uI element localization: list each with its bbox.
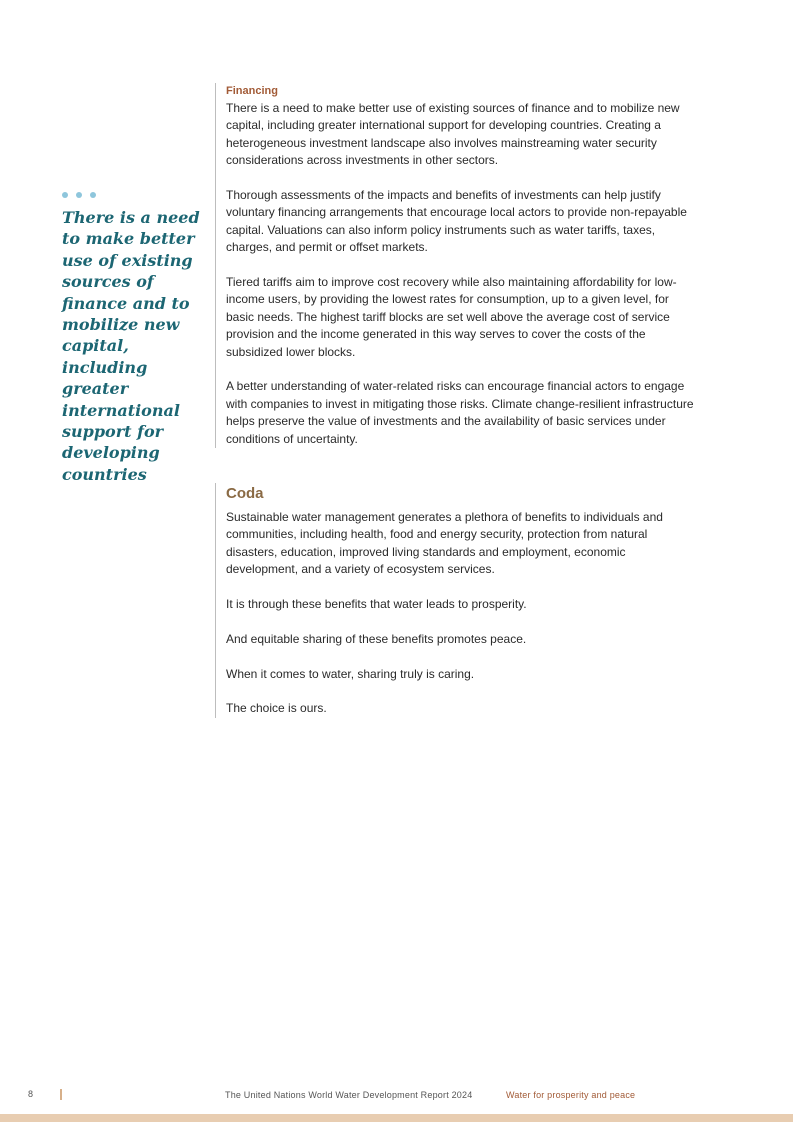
financing-paragraph: Tiered tariffs aim to improve cost recovery while also maintaining affordability for low-income users, by providing the lowest rates for consumption, up to a given level, for basic needs. The highest tariff blocks are set well above the average cost of service provision and the income generated in this way serves to cover the costs of the subsidized lower blocks. [226, 275, 677, 359]
coda-paragraph: And equitable sharing of these benefits promotes peace. [226, 631, 527, 646]
financing-paragraph: Thorough assessments of the impacts and benefits of investments can help justify voluntary financing arrangements that encourage local actors to provide non-repayable capital. Valuations can also inform policy instruments such as water tariffs, taxes, charges, and permit or offset markets. [226, 188, 687, 255]
page-footer [0, 1087, 793, 1105]
coda-section [215, 483, 696, 718]
dot-icon [62, 192, 68, 198]
pull-quote: There is a need to make better use of existing sources of finance and to mobilize new capital, including greater international support for developing countries [62, 208, 200, 484]
financing-paragraph: A better understanding of water-related risks can encourage financial actors to engage with companies to invest in mitigating those risks. Climate change-resilient infrastructure helps preserve the value of investments and the availability of basic services under conditions of uncertainty. [226, 379, 694, 446]
report-subtitle: Water for prosperity and peace [506, 1090, 636, 1100]
footer-stripe [0, 1114, 793, 1122]
footer-divider [60, 1089, 62, 1100]
financing-heading: Financing [226, 85, 278, 97]
financing-paragraph: There is a need to make better use of existing sources of finance and to mobilize new capital, including greater international support for developing countries. Creating a heterogeneous investment landscape also involves mainstreaming water security considerations across investments in other sectors. [226, 101, 680, 168]
coda-paragraph: The choice is ours. [226, 701, 327, 716]
dot-icon [90, 192, 96, 198]
coda-paragraph: It is through these benefits that water leads to prosperity. [226, 597, 527, 612]
coda-paragraph: Sustainable water management generates a plethora of benefits to individuals and communities, including health, food and energy security, protection from natural disasters, education, improved living standards and employment, economic development, and a variety of ecosystem services. [226, 510, 663, 577]
financing-section [215, 83, 696, 448]
coda-heading: Coda [226, 485, 264, 502]
coda-paragraph: When it comes to water, sharing truly is caring. [226, 666, 475, 681]
page-number: 8 [28, 1089, 34, 1099]
decorative-dots [62, 192, 96, 198]
report-title: The United Nations World Water Development Report 2024 [225, 1090, 473, 1100]
dot-icon [76, 192, 82, 198]
